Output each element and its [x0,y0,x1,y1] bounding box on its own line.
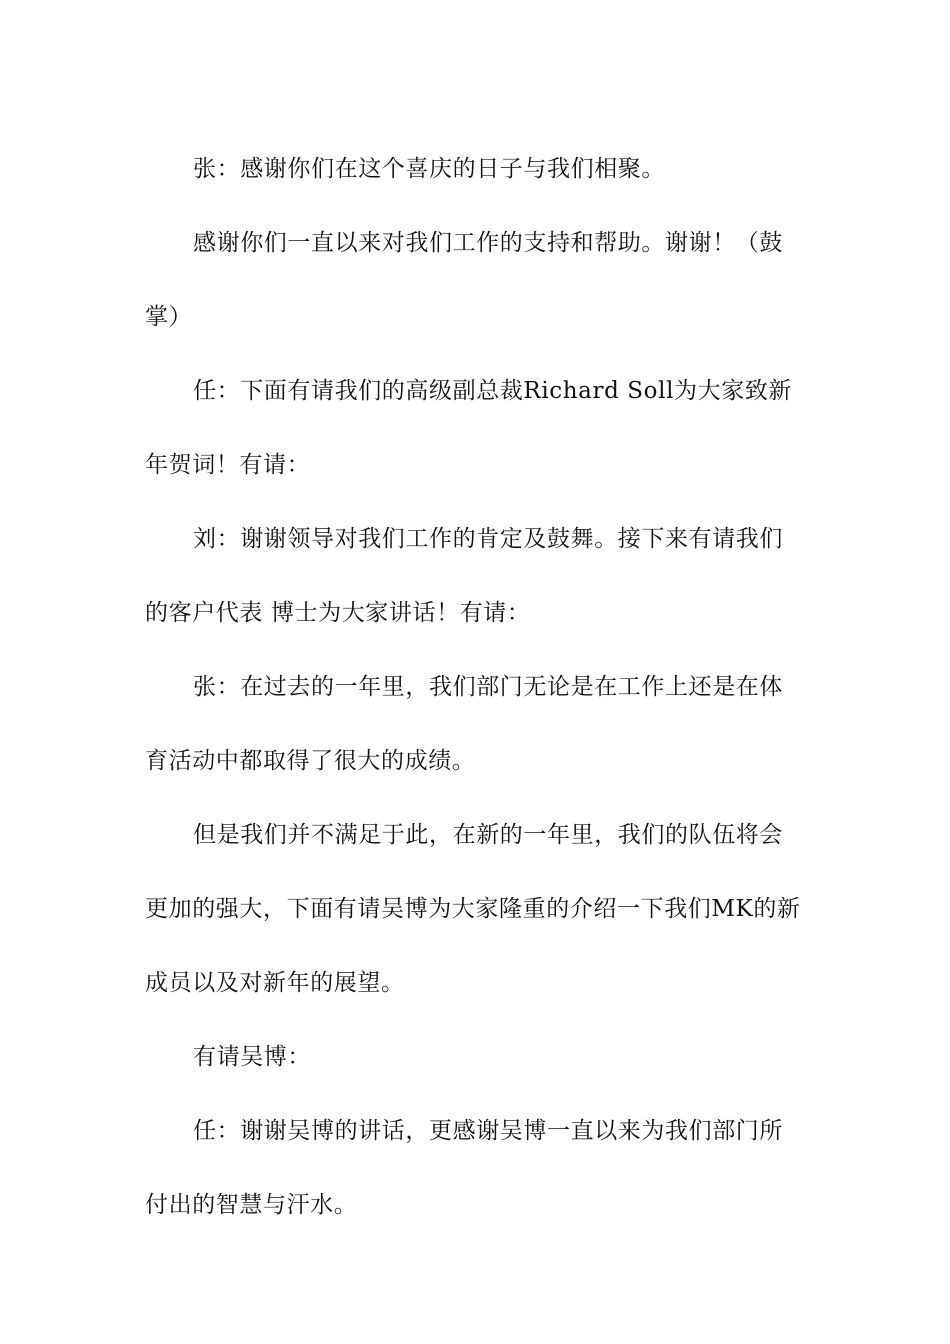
paragraph-6: 但是我们并不满足于此，在新的一年里，我们的队伍将会更加的强大，下面有请吴博为大家隆重的介绍一下我们MK的新成员以及对新年的展望。 [145,822,801,996]
paragraph-5: 张：在过去的一年里，我们部门无论是在工作上还是在体育活动中都取得了很大的成绩。 [145,674,783,774]
paragraph-8: 任：谢谢吴博的讲话，更感谢吴博一直以来为我们部门所付出的智慧与汗水。 [145,1118,783,1218]
paragraph-3: 任：下面有请我们的高级副总裁Richard Soll为大家致新年贺词！有请： [145,378,793,478]
paragraph-1: 张：感谢你们在这个喜庆的日子与我们相聚。 [193,156,665,182]
paragraph-4: 刘：谢谢领导对我们工作的肯定及鼓舞。接下来有请我们的客户代表 博士为大家讲话！有请： [145,526,783,626]
paragraph-2: 感谢你们一直以来对我们工作的支持和帮助。谢谢！（鼓掌） [145,230,783,330]
paragraph-7: 有请吴博： [193,1044,311,1070]
document-body [145,132,805,1242]
